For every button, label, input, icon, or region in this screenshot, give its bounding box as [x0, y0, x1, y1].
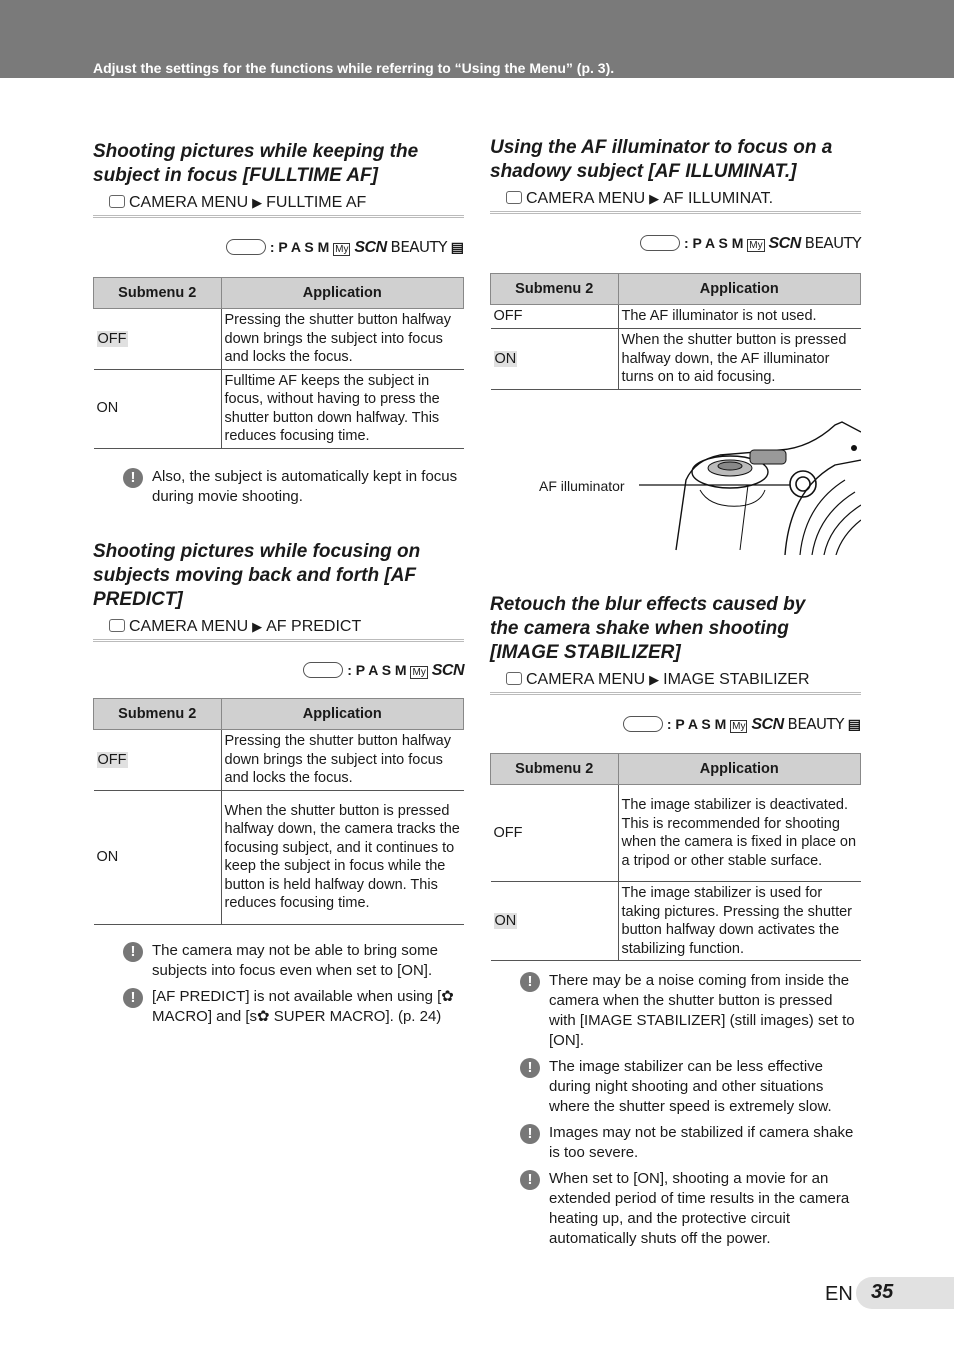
mode-dial-icon [623, 716, 663, 732]
row-value: Fulltime AF keeps the subject in focus, without having to press the shutter button down halfway. This reduces focusing time. [221, 369, 464, 448]
note-text: There may be a noise coming from inside the camera when the shutter button is pressed with [IMAGE STABILIZER] (still images) set to [ON]. [549, 972, 855, 1049]
arrow-right-icon: ▶ [252, 619, 263, 634]
table-row [491, 329, 861, 390]
beauty-mode: BEAUTY [390, 238, 447, 256]
menu-item-label: IMAGE STABILIZER [663, 671, 810, 688]
scn-mode: SCN [751, 716, 784, 733]
row-value: When the shutter button is pressed halfway down, the AF illuminator turns on to aid focusing. [618, 329, 861, 390]
section-af-predict [93, 540, 464, 1027]
page-number: 35 [871, 1281, 894, 1303]
note [490, 1057, 861, 1117]
col-application: Application [618, 274, 861, 305]
shooting-modes [93, 238, 464, 260]
modes-sep: : [347, 662, 352, 678]
scn-mode: SCN [768, 235, 801, 252]
row-key: OFF [491, 305, 619, 329]
scn-mode: SCN [431, 662, 464, 679]
arrow-right-icon: ▶ [649, 191, 660, 206]
caution-icon: ! [520, 972, 540, 992]
camera-icon [109, 619, 125, 632]
col-submenu: Submenu 2 [94, 699, 222, 730]
camera-icon [109, 195, 125, 208]
camera-drawing [490, 420, 861, 555]
modes-psam: P A S M [675, 716, 727, 732]
row-key: ON [494, 912, 517, 929]
table-row [94, 369, 464, 448]
col-submenu: Submenu 2 [491, 274, 619, 305]
note [490, 971, 861, 1051]
note-text: The image stabilizer can be less effective during night shooting and other situations where the shutter speed is extremely slow. [549, 1058, 832, 1115]
modes-psam: P A S M [355, 662, 407, 678]
settings-table [490, 753, 861, 961]
modes-sep: : [683, 235, 689, 251]
section-image-stabilizer [490, 593, 861, 1249]
row-value: The AF illuminator is not used. [618, 305, 861, 329]
menu-item-label: AF PREDICT [266, 618, 362, 635]
caution-icon: ! [520, 1170, 540, 1190]
my-mode-icon: My [749, 240, 763, 251]
caution-icon: ! [123, 988, 143, 1008]
caution-icon: ! [520, 1058, 540, 1078]
shooting-modes [490, 715, 861, 737]
table-row [94, 309, 464, 370]
col-application: Application [618, 754, 861, 785]
col-submenu: Submenu 2 [94, 278, 222, 309]
section-title: Retouch the blur effects caused by the camera shake when shooting [IMAGE STABILIZER] [490, 594, 806, 663]
row-key: ON [94, 790, 222, 924]
section-fulltime-af [93, 140, 464, 507]
caution-icon: ! [123, 468, 143, 488]
row-key: ON [494, 350, 517, 367]
table-row [94, 790, 464, 924]
beauty-mode: BEAUTY [787, 715, 844, 733]
language-label: EN [825, 1283, 853, 1305]
note [93, 467, 464, 507]
menu-path [93, 192, 464, 218]
scn-mode: SCN [354, 239, 387, 256]
section-af-illuminat [490, 136, 861, 390]
row-key: OFF [491, 785, 619, 882]
row-value: The image stabilizer is used for taking pictures. Pressing the shutter button halfway down activates the stabilizing function. [618, 882, 861, 961]
header-bar [0, 0, 954, 78]
settings-table [93, 698, 464, 925]
page-number-tab [856, 1277, 954, 1309]
af-illuminator-figure [490, 420, 861, 555]
menu-path [490, 188, 861, 214]
table-row [94, 730, 464, 791]
menu-label: CAMERA MENU [526, 671, 646, 688]
menu-label: CAMERA MENU [129, 618, 249, 635]
section-title: Shooting pictures while keeping the subject in focus [FULLTIME AF] [93, 141, 419, 186]
my-mode-icon: My [732, 721, 746, 732]
camera-icon [506, 672, 522, 685]
menu-item-label: FULLTIME AF [266, 194, 367, 211]
menu-path [93, 616, 464, 642]
my-mode-icon: My [335, 244, 349, 255]
menu-item-label: AF ILLUMINAT. [663, 190, 774, 207]
menu-label: CAMERA MENU [129, 194, 249, 211]
note-text: Also, the subject is automatically kept in focus during movie shooting. [152, 467, 458, 505]
col-application: Application [221, 699, 464, 730]
settings-table [93, 277, 464, 449]
row-key: ON [94, 369, 222, 448]
row-value: The image stabilizer is deactivated. This is recommended for shooting when the camera is fixed in place on a tripod or other stable surface. [618, 785, 861, 882]
table-row [491, 305, 861, 329]
table-row [491, 785, 861, 882]
row-value: Pressing the shutter button halfway down brings the subject into focus and locks the focus. [221, 309, 464, 370]
movie-icon: ▤ [450, 239, 464, 255]
modes-sep: : [666, 716, 672, 732]
section-title: Shooting pictures while focusing on subjects moving back and forth [AF PREDICT] [93, 541, 421, 610]
shooting-modes [490, 234, 861, 256]
caution-icon: ! [520, 1124, 540, 1144]
arrow-right-icon: ▶ [252, 195, 263, 210]
note [93, 987, 464, 1027]
menu-path [490, 669, 861, 695]
arrow-right-icon: ▶ [649, 672, 660, 687]
note-text: The camera may not be able to bring some subjects into focus even when set to [ON]. [152, 941, 438, 979]
row-value: When the shutter button is pressed halfway down, the camera tracks the focusing subject, and it continues to keep the subject in focus while the button is held halfway down. This reduces focusing time. [221, 790, 464, 924]
mode-dial-icon [303, 662, 343, 678]
beauty-mode: BEAUTY [804, 234, 861, 252]
note [490, 1123, 861, 1163]
shooting-modes [93, 662, 464, 684]
figure-label: AF illuminator [539, 478, 625, 494]
row-key: OFF [97, 751, 127, 768]
row-key: OFF [97, 330, 127, 347]
my-mode-icon: My [412, 667, 426, 678]
caution-icon: ! [123, 942, 143, 962]
note-text: Images may not be stabilized if camera shake is too severe. [549, 1124, 854, 1161]
col-application: Application [221, 278, 464, 309]
movie-icon: ▤ [847, 716, 861, 732]
table-row [491, 882, 861, 961]
note [490, 1169, 861, 1249]
mode-dial-icon [640, 235, 680, 251]
note-text: [AF PREDICT] is not available when using [✿ MACRO] and [s✿ SUPER MACRO]. (p. 24) [152, 987, 454, 1025]
menu-label: CAMERA MENU [526, 190, 646, 207]
note [93, 941, 464, 981]
mode-dial-icon [226, 239, 266, 255]
modes-psam: P A S M [278, 239, 330, 255]
row-value: Pressing the shutter button halfway down brings the subject into focus and locks the focus. [221, 730, 464, 791]
col-submenu: Submenu 2 [491, 754, 619, 785]
header-instruction: Adjust the settings for the functions while referring to “Using the Menu” (p. 3). [93, 60, 615, 76]
modes-sep: : [269, 239, 275, 255]
section-title: Using the AF illuminator to focus on a shadowy subject [AF ILLUMINAT.] [490, 137, 833, 182]
settings-table [490, 273, 861, 390]
camera-icon [506, 191, 522, 204]
modes-psam: P A S M [692, 235, 744, 251]
note-text: When set to [ON], shooting a movie for an extended period of time results in the camera heating up, and the protective circuit automatically shuts off the power. [549, 1170, 850, 1247]
